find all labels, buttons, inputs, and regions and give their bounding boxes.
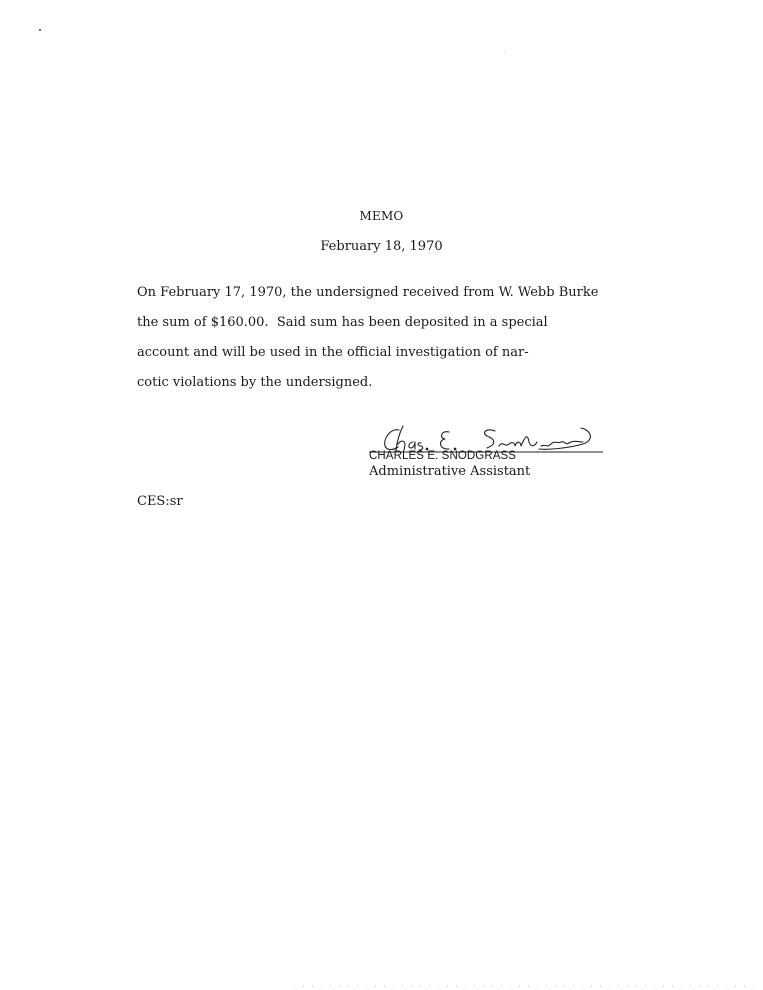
signature-block xyxy=(369,420,609,490)
memo-body xyxy=(137,284,657,404)
scan-speck xyxy=(504,52,505,53)
body-line: the sum of $160.00. Said sum has been deposited in a special xyxy=(137,315,548,330)
scan-dotted-edge xyxy=(290,986,760,987)
signer-name: CHARLES E. SNODGRASS xyxy=(369,450,517,462)
body-line: cotic violations by the undersigned. xyxy=(137,375,373,390)
body-line: On February 17, 1970, the undersigned received from W. Webb Burke xyxy=(137,285,599,300)
body-line: account and will be used in the official investigation of nar- xyxy=(137,345,529,360)
signer-title: Administrative Assistant xyxy=(369,464,531,479)
scan-speck xyxy=(39,29,41,31)
typist-initials: CES:sr xyxy=(137,494,183,509)
memo-title: MEMO xyxy=(359,209,404,223)
memo-date: February 18, 1970 xyxy=(320,239,443,254)
